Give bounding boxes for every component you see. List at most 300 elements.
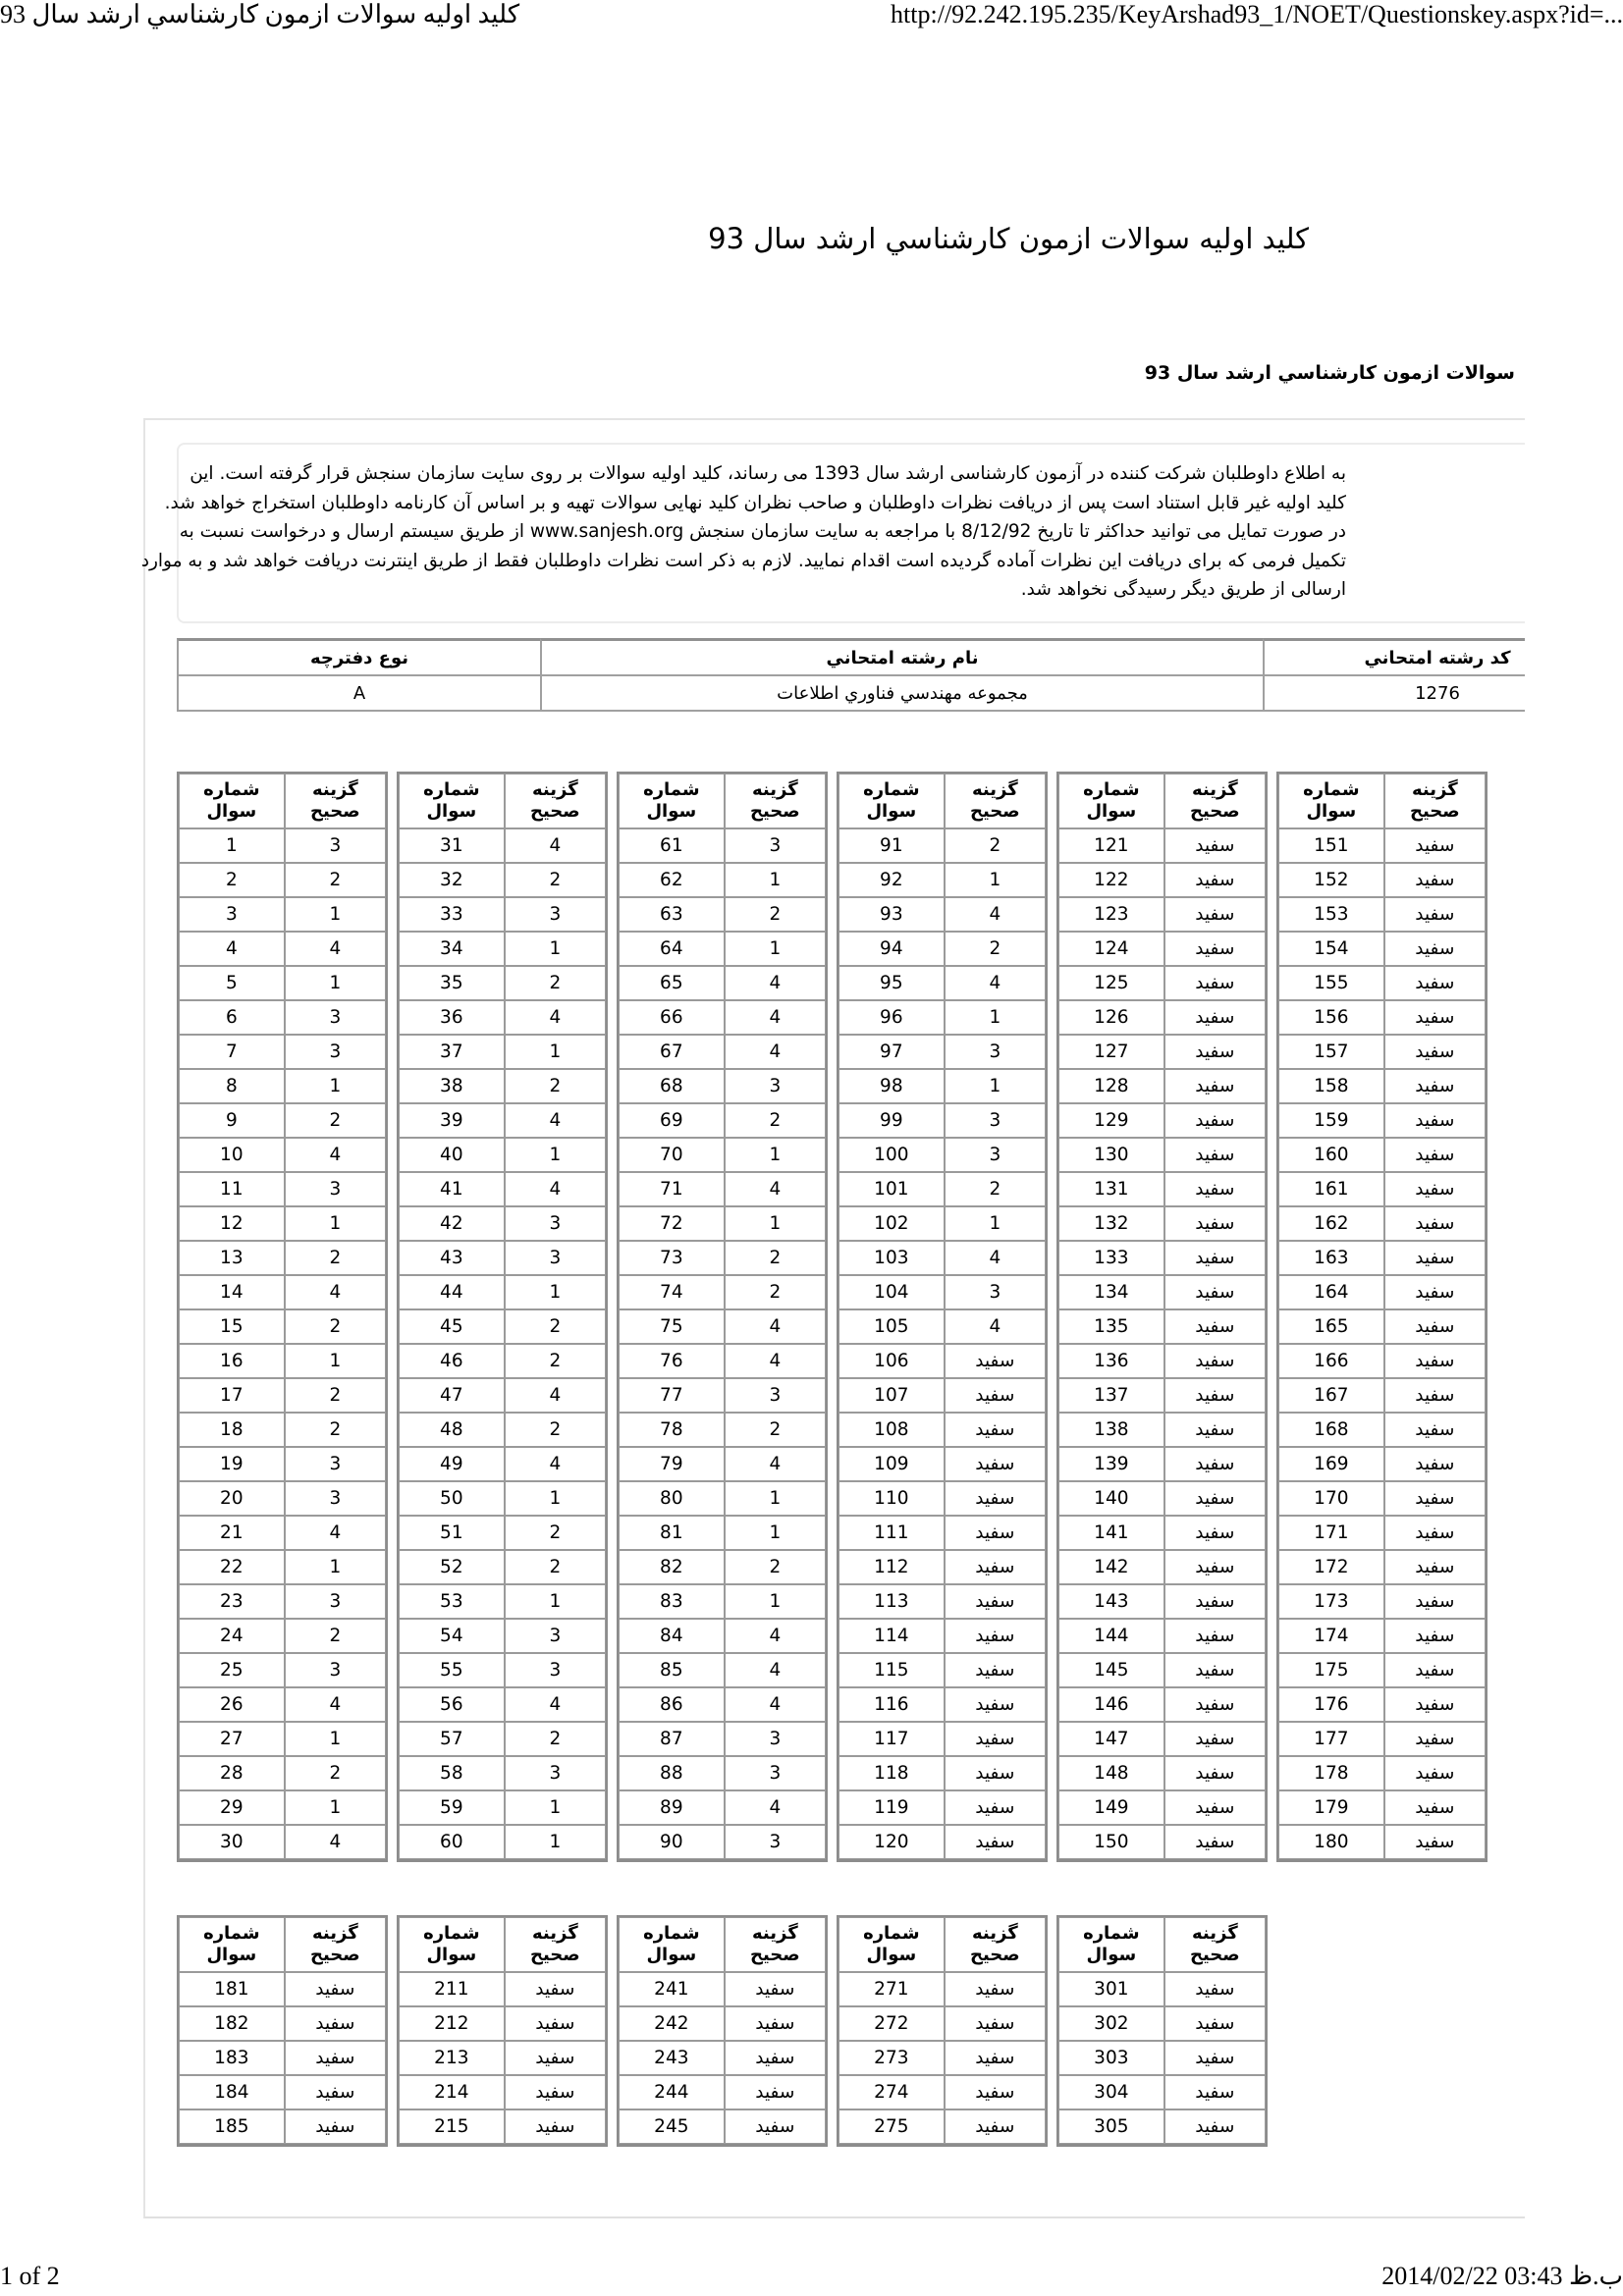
- question-number: 46: [399, 1344, 505, 1378]
- table-row: [399, 2075, 606, 2109]
- table-row: [1058, 1619, 1266, 1653]
- correct-option: 4: [725, 1000, 826, 1035]
- correct-option: 1: [505, 1035, 606, 1069]
- table-row: [619, 1653, 826, 1687]
- question-number: 70: [619, 1138, 725, 1172]
- correct-option: 3: [725, 1069, 826, 1103]
- table-row: [1058, 897, 1266, 932]
- correct-option: سفيد: [1384, 897, 1486, 932]
- question-number-header: شماره سوال: [179, 1917, 285, 1972]
- correct-option: سفيد: [285, 1972, 386, 2006]
- table-row: [839, 2006, 1046, 2041]
- question-number: 179: [1278, 1790, 1384, 1825]
- question-number: 69: [619, 1103, 725, 1138]
- correct-option: سفيد: [945, 2006, 1046, 2041]
- correct-option: سفيد: [1164, 1972, 1266, 2006]
- answer-key-header-row: [839, 774, 1046, 828]
- correct-option-header: گزينه صحيح: [725, 774, 826, 828]
- table-row: [1058, 1206, 1266, 1241]
- question-number: 22: [179, 1550, 285, 1584]
- table-row: [179, 2006, 386, 2041]
- question-number: 173: [1278, 1584, 1384, 1619]
- correct-option: 1: [285, 897, 386, 932]
- question-number: 118: [839, 1756, 945, 1790]
- table-row: [179, 1172, 386, 1206]
- question-number: 48: [399, 1413, 505, 1447]
- table-row: [619, 1138, 826, 1172]
- question-number: 178: [1278, 1756, 1384, 1790]
- correct-option: سفيد: [945, 2109, 1046, 2144]
- correct-option: سفيد: [505, 2041, 606, 2075]
- question-number: 165: [1278, 1309, 1384, 1344]
- correct-option: سفيد: [1384, 1516, 1486, 1550]
- table-row: [179, 1619, 386, 1653]
- table-row: [1278, 1550, 1486, 1584]
- table-row: [1278, 1378, 1486, 1413]
- correct-option: سفيد: [945, 1790, 1046, 1825]
- table-row: [619, 1825, 826, 1859]
- question-number: 90: [619, 1825, 725, 1859]
- correct-option: سفيد: [1164, 1722, 1266, 1756]
- correct-option: سفيد: [1384, 1103, 1486, 1138]
- question-number: 44: [399, 1275, 505, 1309]
- question-number: 52: [399, 1550, 505, 1584]
- question-number: 9: [179, 1103, 285, 1138]
- table-row: [1278, 1035, 1486, 1069]
- correct-option: 4: [505, 1687, 606, 1722]
- table-row: [839, 1103, 1046, 1138]
- question-number: 88: [619, 1756, 725, 1790]
- correct-option: سفيد: [1164, 1481, 1266, 1516]
- correct-option: 2: [285, 1378, 386, 1413]
- question-number: 94: [839, 932, 945, 966]
- table-row: [839, 1825, 1046, 1859]
- table-row: [839, 1000, 1046, 1035]
- question-number: 170: [1278, 1481, 1384, 1516]
- table-row: [1058, 966, 1266, 1000]
- correct-option: سفيد: [1384, 966, 1486, 1000]
- question-number: 215: [399, 2109, 505, 2144]
- question-number: 64: [619, 932, 725, 966]
- question-number: 133: [1058, 1241, 1164, 1275]
- table-row: [179, 966, 386, 1000]
- table-row: [1278, 1275, 1486, 1309]
- correct-option: 1: [725, 1206, 826, 1241]
- table-row: [619, 2006, 826, 2041]
- table-row: [1278, 1413, 1486, 1447]
- table-row: [619, 1069, 826, 1103]
- table-row: [399, 1687, 606, 1722]
- correct-option: 3: [945, 1035, 1046, 1069]
- table-row: [619, 897, 826, 932]
- question-number: 23: [179, 1584, 285, 1619]
- correct-option: 3: [725, 1378, 826, 1413]
- question-number: 32: [399, 863, 505, 897]
- correct-option: 4: [505, 1000, 606, 1035]
- correct-option: 2: [285, 1309, 386, 1344]
- correct-option: 3: [285, 1035, 386, 1069]
- question-number: 132: [1058, 1206, 1164, 1241]
- table-row: [399, 1275, 606, 1309]
- correct-option: 1: [285, 1790, 386, 1825]
- question-number: 71: [619, 1172, 725, 1206]
- question-number: 75: [619, 1309, 725, 1344]
- table-row: [179, 1069, 386, 1103]
- correct-option: 2: [725, 1413, 826, 1447]
- question-number-header: شماره سوال: [619, 774, 725, 828]
- booklet-type-header: نوع دفترچه: [177, 638, 540, 676]
- question-number: 89: [619, 1790, 725, 1825]
- table-row: [1058, 2006, 1266, 2041]
- question-number: 143: [1058, 1584, 1164, 1619]
- table-row: [1058, 1722, 1266, 1756]
- table-row: [839, 2075, 1046, 2109]
- table-row: [399, 1035, 606, 1069]
- question-number: 40: [399, 1138, 505, 1172]
- table-row: [1058, 2041, 1266, 2075]
- table-row: [1058, 1000, 1266, 1035]
- question-number: 101: [839, 1172, 945, 1206]
- answer-key-header-row: [179, 774, 386, 828]
- table-row: [839, 897, 1046, 932]
- table-row: [179, 1481, 386, 1516]
- table-row: [179, 1275, 386, 1309]
- table-row: [399, 1447, 606, 1481]
- question-number: 62: [619, 863, 725, 897]
- table-row: [179, 1653, 386, 1687]
- correct-option: 3: [725, 1722, 826, 1756]
- correct-option: 3: [285, 1447, 386, 1481]
- exam-info-value-row: [177, 676, 1525, 712]
- question-number: 33: [399, 897, 505, 932]
- question-number: 182: [179, 2006, 285, 2041]
- correct-option: سفيد: [1384, 1241, 1486, 1275]
- question-number: 61: [619, 828, 725, 863]
- question-number: 51: [399, 1516, 505, 1550]
- correct-option: 3: [945, 1103, 1046, 1138]
- correct-option: سفيد: [1384, 1138, 1486, 1172]
- correct-option: 2: [505, 863, 606, 897]
- question-number: 14: [179, 1275, 285, 1309]
- correct-option: سفيد: [725, 1972, 826, 2006]
- question-number: 159: [1278, 1103, 1384, 1138]
- correct-option: سفيد: [1164, 1275, 1266, 1309]
- correct-option: 4: [505, 1172, 606, 1206]
- table-row: [399, 966, 606, 1000]
- correct-option: سفيد: [945, 1584, 1046, 1619]
- table-row: [179, 1550, 386, 1584]
- table-row: [839, 828, 1046, 863]
- exam-info-header-row: [177, 638, 1525, 676]
- table-row: [619, 1790, 826, 1825]
- question-number: 148: [1058, 1756, 1164, 1790]
- table-row: [179, 897, 386, 932]
- correct-option: 2: [285, 1413, 386, 1447]
- question-number: 11: [179, 1172, 285, 1206]
- question-number: 49: [399, 1447, 505, 1481]
- question-number: 184: [179, 2075, 285, 2109]
- correct-option: سفيد: [285, 2006, 386, 2041]
- correct-option: سفيد: [725, 2075, 826, 2109]
- table-row: [399, 897, 606, 932]
- question-number: 103: [839, 1241, 945, 1275]
- question-number: 171: [1278, 1516, 1384, 1550]
- print-footer-datetime: 2014/02/22 03:43 ب.ظ: [1381, 2262, 1623, 2290]
- table-row: [839, 1206, 1046, 1241]
- table-row: [1058, 828, 1266, 863]
- correct-option: 2: [505, 966, 606, 1000]
- table-row: [619, 1584, 826, 1619]
- correct-option: 2: [285, 1756, 386, 1790]
- correct-option: سفيد: [725, 2006, 826, 2041]
- correct-option: 2: [505, 1069, 606, 1103]
- table-row: [1058, 2075, 1266, 2109]
- question-number: 26: [179, 1687, 285, 1722]
- answer-key-header-row: [1278, 774, 1486, 828]
- question-number: 29: [179, 1790, 285, 1825]
- question-number: 160: [1278, 1138, 1384, 1172]
- question-number: 108: [839, 1413, 945, 1447]
- answer-key-table: [837, 772, 1048, 1862]
- correct-option: سفيد: [285, 2075, 386, 2109]
- table-row: [179, 1344, 386, 1378]
- table-row: [619, 1619, 826, 1653]
- question-number: 305: [1058, 2109, 1164, 2144]
- correct-option: 2: [725, 1103, 826, 1138]
- correct-option: سفيد: [285, 2041, 386, 2075]
- correct-option: سفيد: [1384, 1653, 1486, 1687]
- question-number: 19: [179, 1447, 285, 1481]
- question-number: 169: [1278, 1447, 1384, 1481]
- table-row: [1058, 932, 1266, 966]
- question-number: 164: [1278, 1275, 1384, 1309]
- answer-key-table: [1056, 772, 1268, 1862]
- exam-code-header: كد رشته امتحاني: [1263, 638, 1525, 676]
- question-number: 243: [619, 2041, 725, 2075]
- table-row: [1278, 1069, 1486, 1103]
- question-number: 244: [619, 2075, 725, 2109]
- correct-option: سفيد: [1164, 1172, 1266, 1206]
- question-number: 110: [839, 1481, 945, 1516]
- table-row: [839, 1516, 1046, 1550]
- question-number: 6: [179, 1000, 285, 1035]
- question-number: 27: [179, 1722, 285, 1756]
- table-row: [399, 1103, 606, 1138]
- correct-option-header: گزينه صحيح: [285, 774, 386, 828]
- correct-option: 3: [505, 897, 606, 932]
- correct-option: 3: [505, 1653, 606, 1687]
- table-row: [1278, 966, 1486, 1000]
- question-number: 134: [1058, 1275, 1164, 1309]
- correct-option: 1: [725, 1584, 826, 1619]
- question-number: 1: [179, 828, 285, 863]
- table-row: [1058, 863, 1266, 897]
- question-number: 124: [1058, 932, 1164, 966]
- correct-option: سفيد: [1164, 1619, 1266, 1653]
- correct-option: سفيد: [1164, 2075, 1266, 2109]
- question-number: 45: [399, 1309, 505, 1344]
- correct-option: 4: [285, 1825, 386, 1859]
- table-row: [399, 1790, 606, 1825]
- question-number: 13: [179, 1241, 285, 1275]
- question-number: 28: [179, 1756, 285, 1790]
- question-number: 2: [179, 863, 285, 897]
- table-row: [1278, 1206, 1486, 1241]
- question-number: 153: [1278, 897, 1384, 932]
- question-number: 161: [1278, 1172, 1384, 1206]
- table-row: [1278, 1653, 1486, 1687]
- question-number: 47: [399, 1378, 505, 1413]
- table-row: [399, 1722, 606, 1756]
- table-row: [1058, 1172, 1266, 1206]
- table-row: [619, 1172, 826, 1206]
- table-row: [179, 1687, 386, 1722]
- question-number: 163: [1278, 1241, 1384, 1275]
- question-number: 144: [1058, 1619, 1164, 1653]
- table-row: [1058, 1309, 1266, 1344]
- table-row: [619, 1972, 826, 2006]
- question-number: 34: [399, 932, 505, 966]
- correct-option: 2: [725, 1241, 826, 1275]
- table-row: [1278, 1172, 1486, 1206]
- question-number: 96: [839, 1000, 945, 1035]
- question-number: 135: [1058, 1309, 1164, 1344]
- correct-option: 4: [505, 828, 606, 863]
- question-number: 66: [619, 1000, 725, 1035]
- question-number: 20: [179, 1481, 285, 1516]
- correct-option: سفيد: [505, 2109, 606, 2144]
- correct-option: 4: [945, 897, 1046, 932]
- question-number-header: شماره سوال: [179, 774, 285, 828]
- question-number: 157: [1278, 1035, 1384, 1069]
- answer-key-header-row: [1058, 774, 1266, 828]
- correct-option: سفيد: [1384, 1790, 1486, 1825]
- question-number: 162: [1278, 1206, 1384, 1241]
- table-row: [399, 1069, 606, 1103]
- correct-option: 4: [285, 1687, 386, 1722]
- table-row: [399, 932, 606, 966]
- correct-option: سفيد: [1384, 1447, 1486, 1481]
- correct-option: 4: [725, 1172, 826, 1206]
- notice-text: [70, 459, 1346, 605]
- answer-key-header-row: [619, 1917, 826, 1972]
- question-number: 54: [399, 1619, 505, 1653]
- question-number: 55: [399, 1653, 505, 1687]
- question-number: 168: [1278, 1413, 1384, 1447]
- question-number: 136: [1058, 1344, 1164, 1378]
- correct-option: 3: [505, 1206, 606, 1241]
- correct-option: سفيد: [1384, 1069, 1486, 1103]
- correct-option: سفيد: [945, 1687, 1046, 1722]
- question-number: 125: [1058, 966, 1164, 1000]
- notice-line: تکمیل فرمی که برای دریافت این نظرات آماده گردیده است اقدام نمایید. لازم به ذکر است نظرات داوطلبان فقط از طریق اینترنت دریافت خواهد شد و به موارد: [140, 550, 1346, 571]
- table-row: [1278, 1241, 1486, 1275]
- table-row: [399, 1550, 606, 1584]
- correct-option: سفيد: [1384, 1000, 1486, 1035]
- question-number: 115: [839, 1653, 945, 1687]
- correct-option: 4: [725, 1687, 826, 1722]
- correct-option: 4: [505, 1378, 606, 1413]
- table-row: [1058, 1825, 1266, 1859]
- correct-option: سفيد: [1164, 1035, 1266, 1069]
- question-number: 56: [399, 1687, 505, 1722]
- correct-option: سفيد: [1164, 2006, 1266, 2041]
- correct-option: 4: [725, 1035, 826, 1069]
- table-row: [1058, 1275, 1266, 1309]
- table-row: [399, 828, 606, 863]
- correct-option: 4: [725, 1309, 826, 1344]
- correct-option: 1: [505, 1825, 606, 1859]
- correct-option-header: گزينه صحيح: [1164, 1917, 1266, 1972]
- table-row: [399, 1378, 606, 1413]
- correct-option: 4: [945, 1241, 1046, 1275]
- question-number: 145: [1058, 1653, 1164, 1687]
- question-number: 5: [179, 966, 285, 1000]
- correct-option: 2: [505, 1309, 606, 1344]
- correct-option: سفيد: [945, 1378, 1046, 1413]
- question-number: 102: [839, 1206, 945, 1241]
- correct-option: سفيد: [1384, 1825, 1486, 1859]
- question-number: 114: [839, 1619, 945, 1653]
- correct-option: 4: [725, 1653, 826, 1687]
- question-number: 128: [1058, 1069, 1164, 1103]
- correct-option: 4: [285, 1275, 386, 1309]
- table-row: [619, 1035, 826, 1069]
- table-row: [1058, 1687, 1266, 1722]
- table-row: [1278, 897, 1486, 932]
- correct-option: 4: [945, 966, 1046, 1000]
- question-number: 73: [619, 1241, 725, 1275]
- table-row: [1278, 1722, 1486, 1756]
- answer-key-header-row: [1058, 1917, 1266, 1972]
- correct-option: 3: [285, 828, 386, 863]
- question-number: 245: [619, 2109, 725, 2144]
- question-number: 31: [399, 828, 505, 863]
- table-row: [839, 1241, 1046, 1275]
- correct-option: 1: [505, 1275, 606, 1309]
- correct-option: 3: [285, 1000, 386, 1035]
- table-row: [839, 2109, 1046, 2144]
- question-number: 130: [1058, 1138, 1164, 1172]
- table-row: [619, 1378, 826, 1413]
- table-row: [179, 2075, 386, 2109]
- correct-option: 4: [725, 1790, 826, 1825]
- question-number: 80: [619, 1481, 725, 1516]
- answer-key-table: [1276, 772, 1488, 1862]
- table-row: [399, 1206, 606, 1241]
- correct-option: 3: [945, 1138, 1046, 1172]
- table-row: [619, 1413, 826, 1447]
- table-row: [399, 1344, 606, 1378]
- table-row: [399, 1584, 606, 1619]
- correct-option: 4: [725, 1344, 826, 1378]
- table-row: [179, 1825, 386, 1859]
- correct-option: سفيد: [1384, 1035, 1486, 1069]
- table-row: [619, 2041, 826, 2075]
- table-row: [1278, 1344, 1486, 1378]
- question-number: 214: [399, 2075, 505, 2109]
- correct-option: 1: [285, 966, 386, 1000]
- table-row: [839, 1275, 1046, 1309]
- correct-option: سفيد: [1384, 828, 1486, 863]
- question-number: 113: [839, 1584, 945, 1619]
- correct-option: 1: [285, 1206, 386, 1241]
- correct-option: سفيد: [1384, 1756, 1486, 1790]
- question-number: 109: [839, 1447, 945, 1481]
- question-number: 140: [1058, 1481, 1164, 1516]
- table-row: [619, 966, 826, 1000]
- question-number: 105: [839, 1309, 945, 1344]
